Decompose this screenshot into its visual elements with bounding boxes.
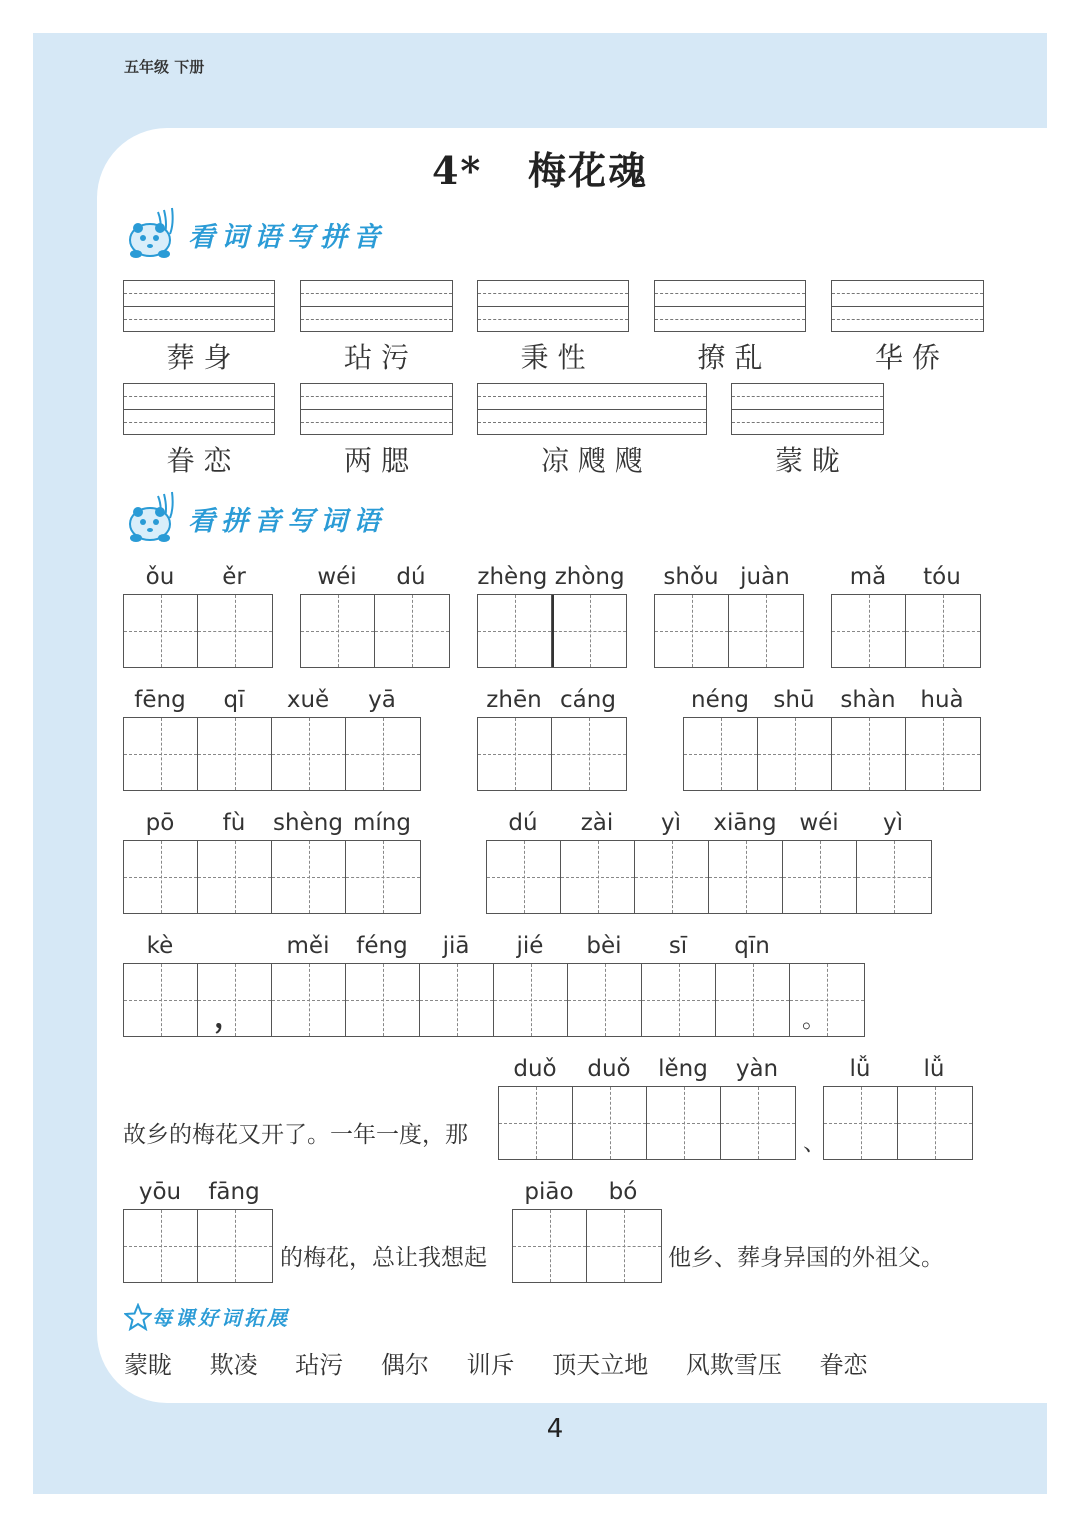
pinyin-label: fēng xyxy=(134,687,186,713)
pinyin-label: shàn xyxy=(840,687,896,713)
pinyin-label: yì xyxy=(660,810,681,836)
pinyin-label: xuě xyxy=(286,687,330,713)
character-grid[interactable] xyxy=(300,594,450,668)
grade-label: 五年级 下册 xyxy=(124,58,205,76)
section-heading-text: 看词语写拼音 xyxy=(188,221,386,253)
pinyin-label: lǚ xyxy=(849,1056,871,1082)
panda-icon xyxy=(124,206,184,262)
extension-word-list xyxy=(124,1345,897,1380)
sentence-text: 故乡的梅花又开了。一年一度，那 xyxy=(123,1122,468,1148)
extension-word: 玷污 xyxy=(295,1351,344,1379)
pinyin-label: fāng xyxy=(208,1179,260,1205)
pinyin-label: lǚ xyxy=(923,1056,945,1082)
section-write-pinyin-heading xyxy=(124,206,386,262)
character-grid[interactable] xyxy=(123,963,865,1037)
extension-word: 眷恋 xyxy=(819,1351,868,1379)
sentence-text: 的梅花，总让我想起 xyxy=(280,1245,487,1271)
pinyin-label: xiāng xyxy=(713,810,777,836)
pinyin-label: mǎ xyxy=(849,564,887,590)
pinyin-label: duǒ xyxy=(513,1056,557,1082)
extension-word: 训斥 xyxy=(466,1351,515,1379)
pinyin-answer-box[interactable] xyxy=(831,280,984,332)
pinyin-label: shǒu xyxy=(663,564,719,590)
character-grid[interactable] xyxy=(477,717,627,791)
pinyin-label: néng xyxy=(691,687,749,713)
pinyin-label: juàn xyxy=(740,564,790,590)
word-row-2 xyxy=(123,439,884,479)
character-grid[interactable] xyxy=(831,594,981,668)
pinyin-label: shū xyxy=(773,687,815,713)
pinyin-label: měi xyxy=(286,933,330,959)
separator-mark: 、 xyxy=(803,1130,826,1156)
pinyin-answer-box[interactable] xyxy=(654,280,806,332)
comma-mark: ， xyxy=(214,1000,244,1035)
extension-word: 偶尔 xyxy=(380,1351,429,1379)
pinyin-label: duǒ xyxy=(587,1056,631,1082)
vocab-word: 秉 性 xyxy=(520,341,586,374)
character-grid[interactable] xyxy=(123,717,421,791)
period-mark: 。 xyxy=(802,1005,826,1033)
extension-word: 顶天立地 xyxy=(552,1351,649,1379)
pinyin-label: sī xyxy=(668,933,688,959)
pinyin-answer-box[interactable] xyxy=(123,280,275,332)
pinyin-label: lěng xyxy=(658,1056,708,1082)
character-grid[interactable] xyxy=(123,840,421,914)
vocab-word: 蒙 眬 xyxy=(775,444,840,477)
pinyin-label: zài xyxy=(580,810,614,836)
pinyin-label: jié xyxy=(516,933,544,959)
extension-word: 风欺雪压 xyxy=(685,1351,782,1379)
pinyin-label: zhēn xyxy=(486,687,542,713)
section-heading-text: 看拼音写词语 xyxy=(188,505,386,537)
character-grid[interactable] xyxy=(498,1086,796,1160)
pinyin-label: huà xyxy=(920,687,964,713)
extension-heading xyxy=(124,1302,290,1331)
lesson-title xyxy=(0,140,1080,195)
panda-icon xyxy=(124,490,184,546)
pinyin-label: kè xyxy=(146,933,174,959)
extension-word: 欺凌 xyxy=(209,1351,258,1379)
sentence-text: 他乡、葬身异国的外祖父。 xyxy=(668,1245,944,1271)
pinyin-label: wéi xyxy=(799,810,839,836)
vocab-word: 葬 身 xyxy=(166,341,232,374)
pinyin-label: féng xyxy=(356,933,408,959)
pinyin-label: wéi xyxy=(317,564,357,590)
vocab-word: 眷 恋 xyxy=(166,444,232,477)
character-grid[interactable] xyxy=(512,1209,662,1283)
pinyin-label: dú xyxy=(396,564,426,590)
extension-word: 蒙眬 xyxy=(124,1351,172,1379)
section-write-words-heading xyxy=(124,490,386,546)
pinyin-label: ǒu xyxy=(145,564,175,590)
pinyin-label: yōu xyxy=(138,1179,182,1205)
pinyin-label: pō xyxy=(145,810,175,836)
character-grid[interactable] xyxy=(683,717,981,791)
pinyin-label: qī xyxy=(223,687,245,713)
character-grid[interactable] xyxy=(486,840,932,914)
vocab-word: 华 侨 xyxy=(875,341,940,374)
extension-heading-text: 每课好词拓展 xyxy=(152,1306,290,1330)
character-grid[interactable] xyxy=(654,594,804,668)
pinyin-answer-box[interactable] xyxy=(300,383,453,435)
pinyin-label: jiā xyxy=(442,933,470,959)
vocab-word: 玷 污 xyxy=(344,341,409,374)
pinyin-answer-box[interactable] xyxy=(477,280,629,332)
character-grid[interactable] xyxy=(123,1209,273,1283)
vocab-word: 两 腮 xyxy=(344,444,409,477)
character-grid[interactable] xyxy=(477,594,627,668)
pinyin-label: yā xyxy=(368,687,396,713)
pinyin-label: bèi xyxy=(586,933,622,959)
pinyin-label: bó xyxy=(608,1179,638,1205)
pinyin-label: ěr xyxy=(222,564,246,590)
pinyin-answer-box[interactable] xyxy=(123,383,275,435)
pinyin-label: tóu xyxy=(923,564,961,590)
pinyin-label: yì xyxy=(882,810,903,836)
lesson-name: 梅花魂 xyxy=(528,148,649,193)
character-grid[interactable] xyxy=(123,594,273,668)
pinyin-label: dú xyxy=(508,810,538,836)
pinyin-answer-box[interactable] xyxy=(300,280,453,332)
pinyin-label: fù xyxy=(222,810,246,836)
page-number: 4 xyxy=(546,1414,564,1444)
pinyin-answer-box[interactable] xyxy=(477,383,707,435)
pinyin-label: shèng xyxy=(273,810,343,836)
pinyin-label: qīn xyxy=(734,933,770,959)
character-grid[interactable] xyxy=(823,1086,973,1160)
pinyin-label: míng xyxy=(353,810,411,836)
lesson-number: 4* xyxy=(431,148,483,193)
vocab-word: 凉 飕 飕 xyxy=(541,444,643,477)
pinyin-label: piāo xyxy=(524,1179,574,1205)
pinyin-label: cáng xyxy=(560,687,616,713)
star-icon xyxy=(124,1303,152,1331)
vocab-word: 撩 乱 xyxy=(697,341,763,374)
pinyin-label: yàn xyxy=(735,1056,779,1082)
word-row-1 xyxy=(123,336,984,376)
pinyin-label: zhèng zhòng xyxy=(477,564,625,590)
pinyin-answer-box[interactable] xyxy=(731,383,884,435)
